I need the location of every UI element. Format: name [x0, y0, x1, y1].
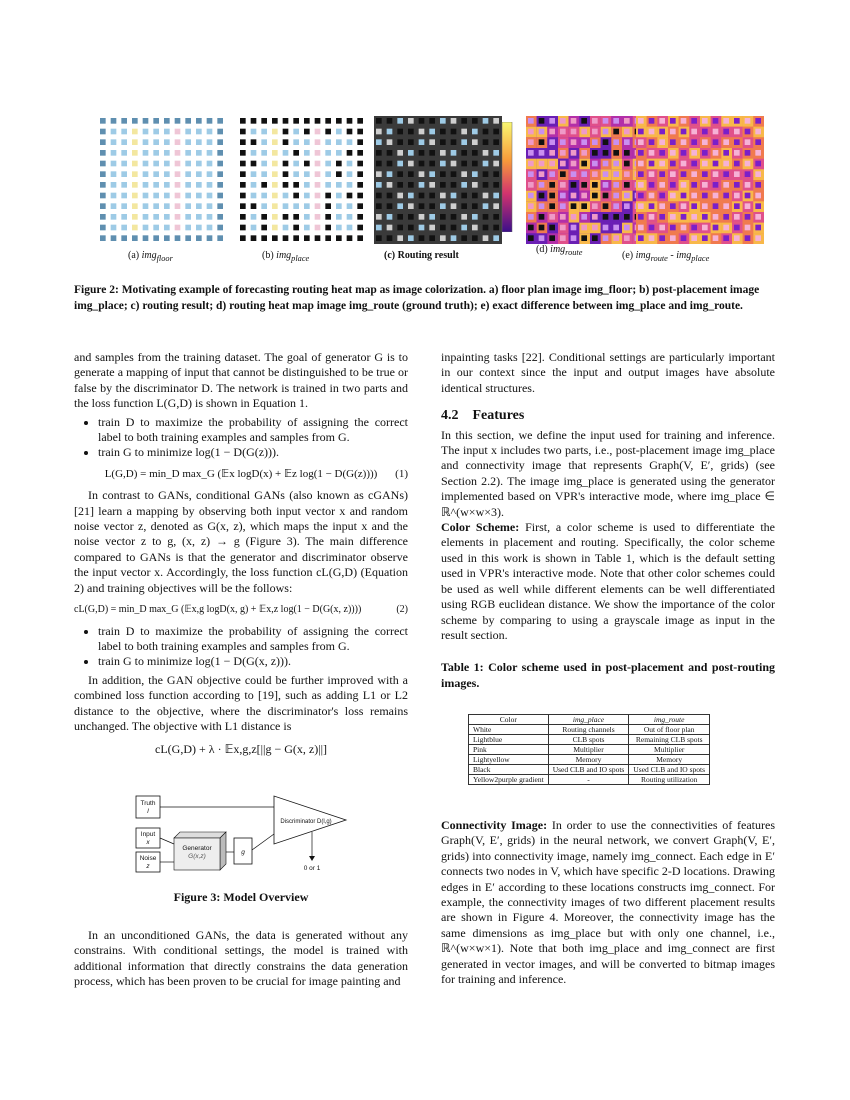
- paragraph: In contrast to GANs, conditional GANs (also known as cGANs) [21] learn a mapping by observing both input vector x and random noise vector z, denoted as G(x, z), which maps the input x and the noise vector z to g, (x, z) → g (Figure 3). The main difference compared to GANs is that the generator and discriminator observe the input vector x. Accordingly, the loss function cL(G,D) (Equation 2) and training objectives will be the follows:: [74, 488, 408, 595]
- paragraph: and samples from the training dataset. The goal of generator G is to generate a mapping of input that cannot be distinguished to be true or false by the discriminator D. The network is trained in two parts and the loss function L(G,D) is shown in Equation 1.: [74, 350, 408, 411]
- model-overview-diagram: [134, 792, 354, 876]
- equation-1: [74, 467, 408, 482]
- table-cell: Used CLB and IO spots: [629, 765, 710, 775]
- table-cell: Memory: [548, 755, 629, 765]
- colorbar: [500, 122, 518, 232]
- table-cell: Multiplier: [548, 745, 629, 755]
- discriminator-label: Discriminator D(l,g): [280, 819, 332, 825]
- paragraph: In this section, we define the input used for training and inference. The input x includes two parts, i.e., post-placement image img_place and connectivity image that represents Graph(V, E′, grids) (see Section 2.2). The image img_place is generated using the generator implemented based on VPR's interactive mode, where img_place ∈ ℝ^(w×w×3).: [441, 427, 775, 519]
- equation-body: cL(G,D) = min_D max_G (𝔼x,g logD(x, g) + 𝔼x,z log(1 − D(G(x, z)))): [74, 604, 362, 616]
- table-cell: -: [548, 775, 629, 785]
- noise-label: Noise: [139, 855, 157, 862]
- table-row: [469, 745, 710, 755]
- equation-number: (2): [396, 604, 408, 616]
- objective-list-1: [74, 415, 408, 461]
- table-cell: Out of floor plan: [629, 725, 710, 735]
- route-heatmap-image: [526, 116, 654, 244]
- color-scheme-body: First, a color scheme is used to differentiate the elements in placement and routing. Specifically, the color scheme used in this work is shown in Table 1, which is the default setting used in VPR's interactive mode. Note that other color schemes could be used as well while different elements can be well differentiated using RGB euclidean distance. We show the importance of the color scheme by comparing to using a grayscale image as input in the result section.: [441, 520, 775, 642]
- connectivity-section: [441, 818, 775, 987]
- generator-label: Generator: [182, 845, 212, 852]
- panel-label-b: (b) img$_{place}$: [262, 250, 310, 263]
- equation-number: (1): [395, 467, 408, 480]
- table-cell: CLB spots: [548, 735, 629, 745]
- table-cell: Remaining CLB spots: [629, 735, 710, 745]
- table-cell: Used CLB and IO spots: [548, 765, 629, 775]
- noise-var: z: [146, 863, 150, 870]
- table-row: [469, 735, 710, 745]
- paragraph: inpainting tasks [22]. Conditional settings are particularly important in our context since the input and output images have absolute identical structures.: [441, 350, 775, 395]
- equation-body: L(G,D) = min_D max_G (𝔼x logD(x) + 𝔼z log(1 − D(G(z)))): [104, 467, 378, 480]
- table-cell: Lightyellow: [469, 755, 549, 765]
- table-1: [468, 714, 710, 785]
- section-heading: 4.2 Features: [441, 408, 525, 424]
- g-label: g: [241, 849, 245, 856]
- truth-var: l: [147, 808, 149, 815]
- table-cell: Routing utilization: [629, 775, 710, 785]
- routing-result-image: [374, 116, 502, 244]
- list-item: • train G to minimize log(1 − D(G(x, z))).: [98, 654, 408, 669]
- input-var: x: [146, 839, 150, 846]
- list-item: • train G to minimize log(1 − D(G(z))).: [98, 445, 408, 460]
- figure-2-caption: Figure 2: Motivating example of forecasting routing heat map as image colorization. a) floor plan image img_floor; b) post-placement image img_place; c) routing result; d) routing heat map image img_route (ground truth); e) exact difference between img_place and img_route.: [74, 284, 760, 312]
- table-row: [469, 765, 710, 775]
- connectivity-body: In order to use the connectivities of features Graph(V, E′, grids) in the neural network, we convert Graph(V, E′, grids) into connectivity image, namely img_connect. Each edge in E′ connects two nodes in V, which have specific 2-D locations. Drawing edges in E′ according to these locations constructs img_connect. For example, the connectivity images of two different placement results are shown in Figure 4. Moreover, the connectivity image has the same dimensions as img_place but with only one channel, i.e., ℝ^(w×w×1). Note that both img_place and img_connect are first generated in vector images, and will be converted to bitmap images for training and inference.: [441, 818, 775, 987]
- table-row: [469, 755, 710, 765]
- panel-label-c: (c) Routing result: [384, 250, 459, 261]
- generator-var: G(x,z): [188, 853, 206, 860]
- panel-label-a: (a) img$_{floor}$: [128, 250, 173, 263]
- floor-plan-image: [98, 116, 226, 244]
- truth-label: Truth: [140, 800, 156, 807]
- table-header: Color: [469, 715, 549, 725]
- table-cell: Black: [469, 765, 549, 775]
- connectivity-heading: Connectivity Image:: [441, 818, 548, 832]
- table-cell: Lightblue: [469, 735, 549, 745]
- objective-list-2: [74, 624, 408, 670]
- placement-image: [238, 116, 366, 244]
- table-cell: Multiplier: [629, 745, 710, 755]
- table-header: img_place: [548, 715, 629, 725]
- panel-label-e: (e) img$_{route}$ - img$_{place}$: [622, 250, 710, 263]
- equation-2: [74, 602, 408, 617]
- left-column: [74, 350, 408, 766]
- figure-3-caption: Figure 3: Model Overview: [173, 890, 309, 904]
- panel-label-d: (d) img$_{route}$: [536, 244, 583, 257]
- right-column: [441, 350, 775, 691]
- left-final-paragraph: In an unconditioned GANs, the data is generated without any constrains. With conditional settings, the model is trained with additional information that directly constrains the data generation process, which has been proven to be crucial for image painting and: [74, 928, 408, 989]
- table-cell: White: [469, 725, 549, 735]
- table-row: [469, 775, 710, 785]
- list-item: • train D to maximize the probability of assigning the correct label to both training examples and samples from G.: [98, 415, 408, 446]
- table-cell: Routing channels: [548, 725, 629, 735]
- paragraph: In addition, the GAN objective could be further improved with a combined loss function according to [19], such as adding L1 or L2 distance to the objective, where the discriminator's loss remains unchanged. The objective with L1 distance is: [74, 672, 408, 733]
- color-scheme-heading: Color Scheme:: [441, 520, 520, 535]
- table-row: [469, 725, 710, 735]
- output-label: 0 or 1: [303, 865, 321, 872]
- table-cell: Yellow2purple gradient: [469, 775, 549, 785]
- input-label: Input: [140, 831, 156, 838]
- equation-3: cL(G,D) + λ · 𝔼x,g,z[||g − G(x, z)||]: [155, 742, 327, 757]
- table-header: img_route: [629, 715, 710, 725]
- difference-image: [636, 116, 764, 244]
- table-cell: Pink: [469, 745, 549, 755]
- list-item: • train D to maximize the probability of assigning the correct label to both training examples and samples from G.: [98, 624, 408, 655]
- table-1-caption: Table 1: Color scheme used in post-placement and post-routing images.: [441, 660, 775, 691]
- table-cell: Memory: [629, 755, 710, 765]
